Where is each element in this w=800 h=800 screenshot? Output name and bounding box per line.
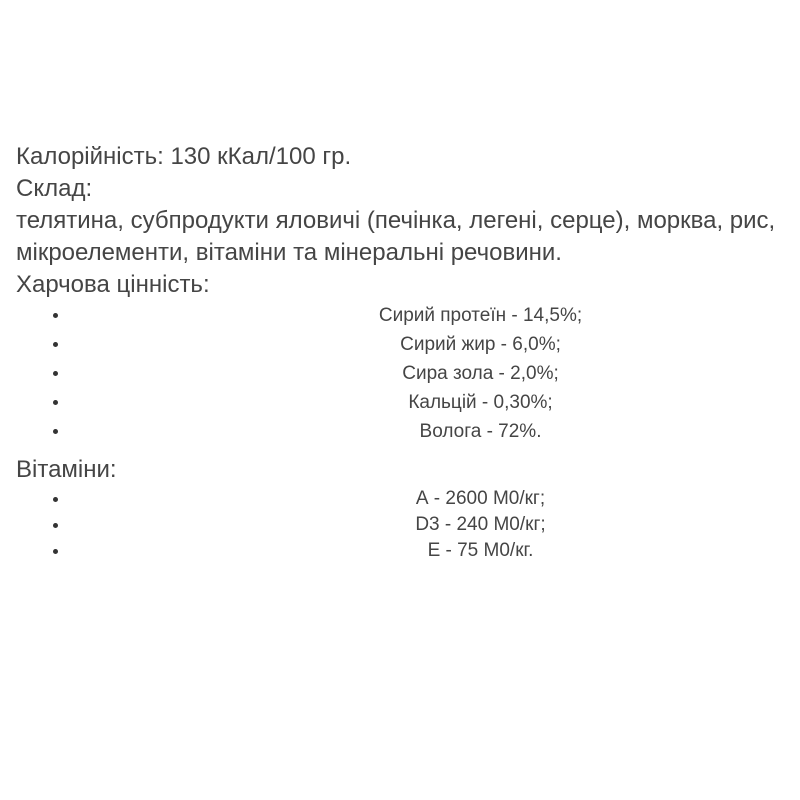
bullet-icon bbox=[53, 497, 58, 502]
bullet-icon bbox=[53, 342, 58, 347]
list-item-text: Кальцій - 0,30%; bbox=[408, 392, 553, 413]
list-item-text: Сирий жир - 6,0%; bbox=[400, 334, 561, 355]
list-item bbox=[16, 417, 785, 446]
bullet-icon bbox=[53, 429, 58, 434]
list-item bbox=[16, 538, 785, 564]
composition-text: телятина, субпродукти яловичі (печінка, легені, серце), морква, рис, мікроелементи, вітаміни та мінеральні речовини. bbox=[16, 207, 776, 266]
list-item bbox=[16, 330, 785, 359]
list-item bbox=[16, 512, 785, 538]
list-item bbox=[16, 388, 785, 417]
list-item bbox=[16, 359, 785, 388]
list-item-text: Сирий протеїн - 14,5%; bbox=[378, 305, 583, 326]
list-item-text: А - 2600 М0/кг; bbox=[415, 488, 546, 509]
food-value-heading: Харчова цінність: bbox=[16, 271, 210, 298]
bullet-icon bbox=[53, 523, 58, 528]
bullet-icon bbox=[53, 400, 58, 405]
list-item-text: D3 - 240 М0/кг; bbox=[415, 514, 546, 535]
vitamins-heading: Вітаміни: bbox=[16, 456, 117, 483]
bullet-icon bbox=[53, 313, 58, 318]
list-item-text: Сира зола - 2,0%; bbox=[402, 363, 559, 384]
calories-line: Калорійність: 130 кКал/100 гр. bbox=[16, 143, 352, 170]
list-item-text: Е - 75 М0/кг. bbox=[427, 540, 534, 561]
food-value-list bbox=[16, 301, 785, 446]
list-item-text: Волога - 72%. bbox=[419, 421, 542, 442]
vitamins-list bbox=[16, 486, 785, 564]
bullet-icon bbox=[53, 371, 58, 376]
composition-heading: Склад: bbox=[16, 175, 93, 202]
bullet-icon bbox=[53, 549, 58, 554]
list-item bbox=[16, 301, 785, 330]
list-item bbox=[16, 486, 785, 512]
